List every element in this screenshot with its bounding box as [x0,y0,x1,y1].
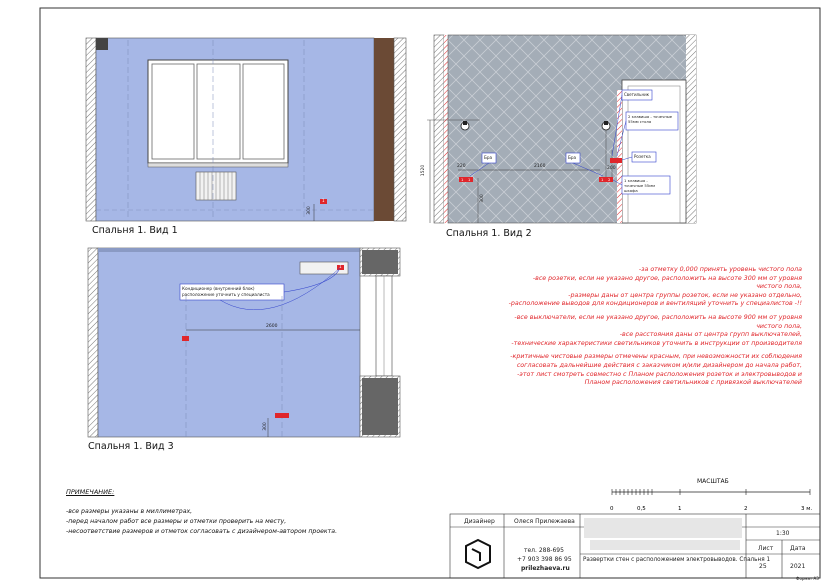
view2-socket-tag-1: 1 [461,176,464,182]
view2-socket-tag-4: 2 [608,176,611,182]
scale-tick-1: 1 [678,506,682,512]
red-note-line: Планом расположения светильников с привязкой выключателей [584,379,802,387]
phone-2: +7 903 398 86 95 [517,556,572,563]
red-note-line: -размеры даны от центра группы розеток, если не указано отдельно, [568,291,802,299]
year: 2021 [790,563,806,570]
scale-tick-2: 2 [744,506,748,512]
red-note-line: -все розетки, если не указано другое, расположить на высоте 300 мм от уровня [532,274,802,282]
view1-title: Спальня 1. Вид 1 [92,225,178,236]
view2-wall-hatch-right [686,35,696,223]
view2-dim-center: 2160 [534,164,546,169]
red-note-line: -расположение выводов для кондиционеров и вентиляций уточнить у специалистов -!! [508,300,802,308]
list-label: Лист [758,545,774,552]
view2-socket-tag-3: 1 [601,176,604,182]
view3-wall-hatch-left [88,248,98,437]
view3-dim-width: 2600 [266,324,278,329]
note-item: -несоответствие размеров и отметок согласовать с дизайнером-автором проекта. [66,528,338,535]
view-3-drawing [88,248,400,437]
view1-dim-300: 300 [306,206,312,215]
red-note-line: -технические характеристики светильников уточнить в инструкции от производителя [511,339,802,347]
view2-switch [610,158,622,163]
scale-tick-05: 0,5 [637,506,646,512]
paper-format: Формат А3 [796,576,819,581]
scale-bar [612,489,810,495]
view2-dim-floor: 300 [479,194,485,203]
date-label: Дата [790,545,806,552]
red-note-line: -все расстояния даны от центра групп выключателей, [619,331,802,339]
view2-socket-tag-2: 1 [468,176,471,182]
sheet-title: Развертки стен с расположением электровыводов. Спальня 1 [583,557,771,563]
scale-title: МАСШТАБ [697,478,729,485]
red-note-line: чистого пола, [756,283,802,291]
phone-1: тел. 288-695 [524,547,564,554]
view-2-drawing [427,35,696,223]
view1-wood-panel [374,38,394,221]
view2-wall-hatch-left [434,35,444,223]
red-note-line: согласовать дальнейшие действия с заказчиком и/или дизайнером до начала работ, [516,361,802,369]
callout-outlet: Розетка [634,154,651,159]
list-number: 25 [759,563,767,570]
view2-title: Спальня 1. Вид 2 [446,228,532,239]
callout-bra-left: Бра [484,155,493,160]
designer-name: Олеся Прилежаева [514,518,575,525]
red-note-line: -все выключатели, если не указано другое, расположить на высоте 900 мм от уровня [514,313,802,321]
designer-role: Дизайнер [464,518,495,525]
doorway [622,80,686,223]
scale-tick-0: 0 [610,506,614,512]
note-item: -перед началом работ все размеры и отметки проверить на месту, [66,518,287,525]
designer-logo [466,540,490,568]
view3-dim-300: 300 [262,422,268,431]
scale-value: 1:30 [776,530,790,537]
radiator [196,172,236,200]
callout-switch-top: 2 клавиша - точечные 55мм стола [628,114,673,124]
blurred-client-info [584,518,742,538]
view3-socket-right-a [275,413,282,418]
note-item: -все размеры указаны в миллиметрах, [66,508,193,515]
scale-tick-3: 3 м. [801,506,813,512]
view3-wall [98,248,360,437]
view2-dim-left: 220 [457,164,466,169]
red-note-line: -за отметку 0,000 принять уровень чистого пола [638,266,802,273]
red-note-line: -критичные чистовые размеры отмечены красным, при невозможности их соблюдения [510,353,802,361]
view3-socket-left [182,336,189,341]
callout-switch-bottom: 1 клавиша - точечные 55мм шкафа [624,178,655,193]
site: prilezhaeva.ru [521,565,570,572]
view1-wall-hatch-left [86,38,96,221]
view2-dim-height: 1520 [421,164,427,177]
view1-socket-label: 1 [322,198,325,203]
view3-ac-tag: 1 [339,264,342,269]
window [148,60,288,163]
notes-list [66,507,337,537]
view3-title: Спальня 1. Вид 3 [88,441,174,452]
view1-wall-hatch-right [394,38,406,221]
red-notes [500,266,802,388]
red-note-line: -этот лист смотреть совместно с Планом расположения розеток и электровыводов и [517,370,802,378]
view2-dim-right: 200 [607,166,616,171]
red-note-line: чистого пола, [756,322,802,330]
callout-ac: Кондиционер (внутренний блок) расположение уточнить у специалиста [182,286,270,297]
notes-title: ПРИМЕЧАНИЕ: [66,488,115,496]
callout-bra-right: Бра [568,155,577,160]
view3-socket-right-b [282,413,289,418]
view-1-drawing [86,38,406,221]
callout-light: Светильник [624,92,650,97]
